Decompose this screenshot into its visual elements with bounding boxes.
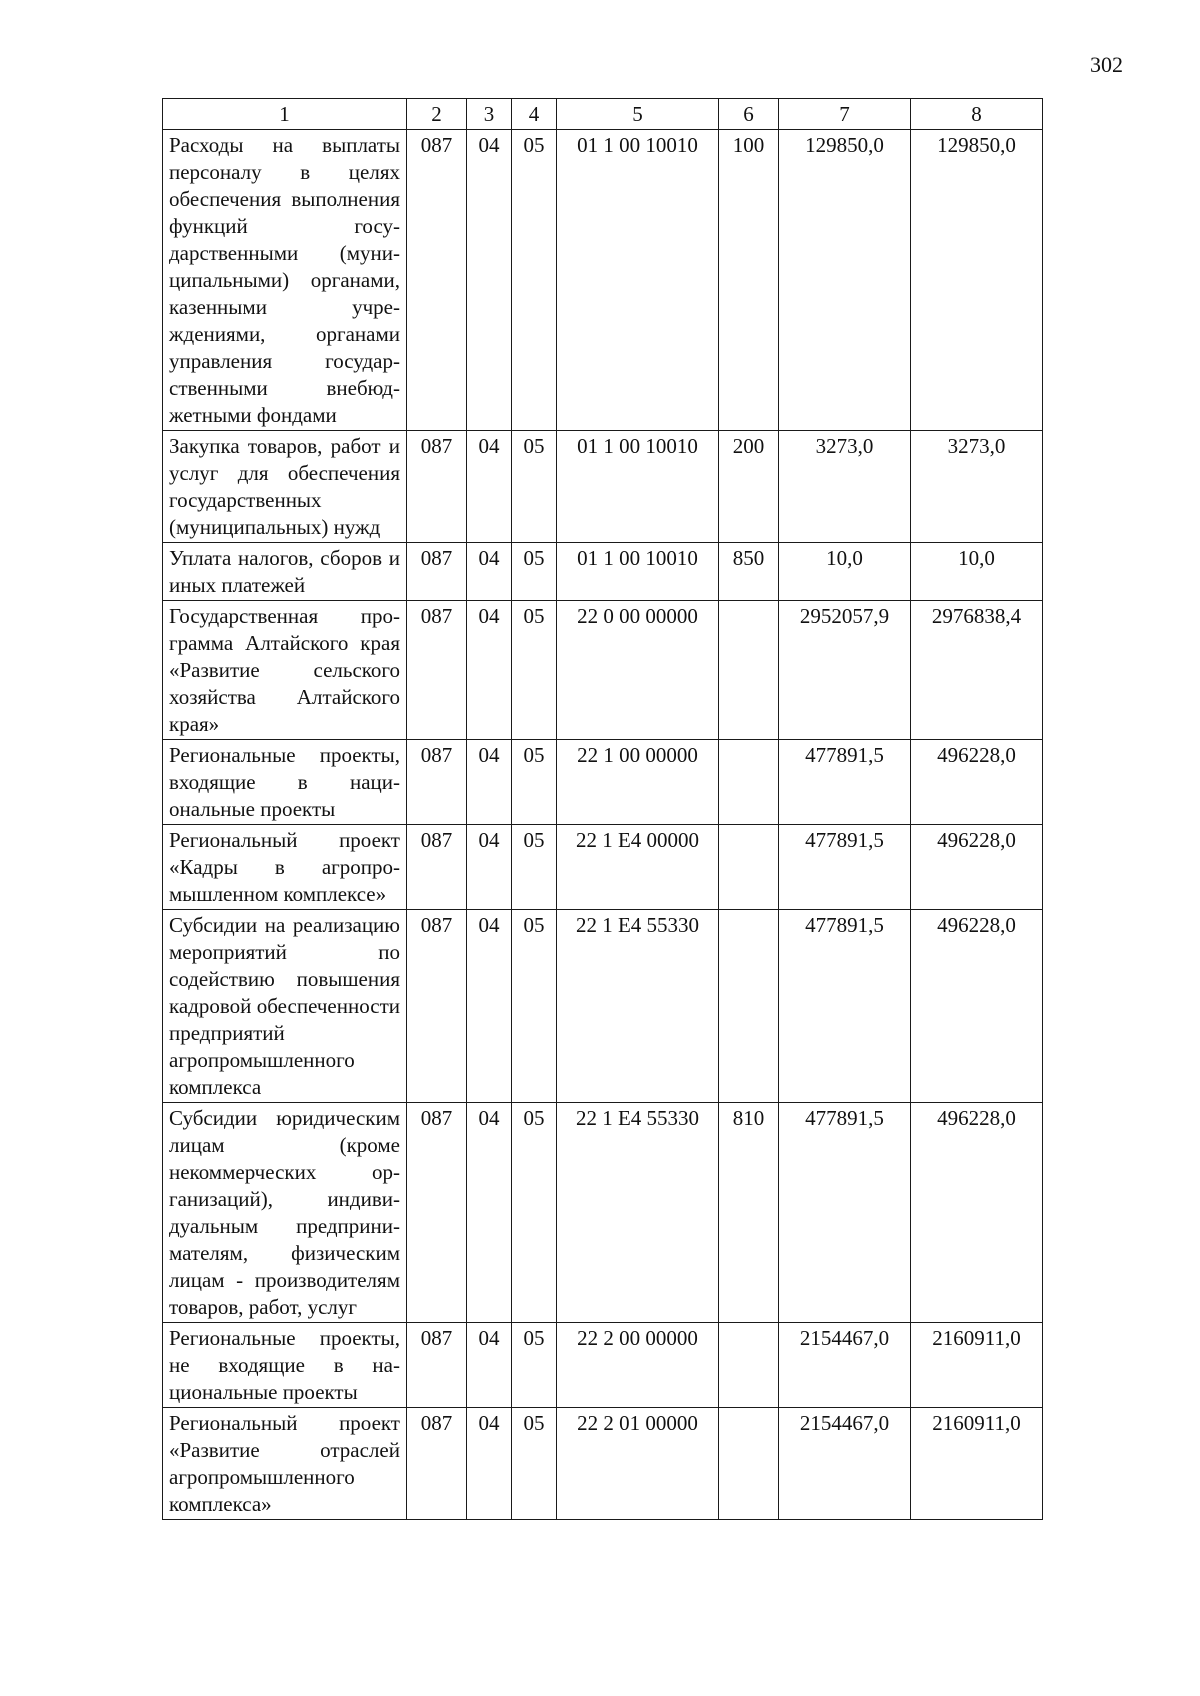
ministry-code: 087 — [407, 740, 467, 825]
subsection-code: 05 — [512, 910, 557, 1103]
amount-col-7: 477891,5 — [779, 740, 911, 825]
amount-col-7: 10,0 — [779, 543, 911, 601]
subsection-code: 05 — [512, 130, 557, 431]
header-cell-4: 4 — [512, 99, 557, 130]
ministry-code: 087 — [407, 1323, 467, 1408]
expense-type-code — [719, 1323, 779, 1408]
expense-type-code: 100 — [719, 130, 779, 431]
ministry-code: 087 — [407, 910, 467, 1103]
amount-col-8: 2160911,0 — [911, 1323, 1043, 1408]
subsection-code: 05 — [512, 740, 557, 825]
target-code: 01 1 00 10010 — [557, 130, 719, 431]
subsection-code: 05 — [512, 543, 557, 601]
section-code: 04 — [467, 130, 512, 431]
row-name: Региональный проект «Развитие отраслей агропромышленного комплекса» — [163, 1408, 407, 1520]
section-code: 04 — [467, 1323, 512, 1408]
ministry-code: 087 — [407, 431, 467, 543]
target-code: 22 2 01 00000 — [557, 1408, 719, 1520]
table-header — [163, 99, 1043, 130]
ministry-code: 087 — [407, 543, 467, 601]
amount-col-7: 477891,5 — [779, 825, 911, 910]
row-name: Субсидии юридическим лицам (кроме некоммерческих организаций), индивидуальным предпринимателям, физическим лицам - производителям товаров, работ, услуг — [163, 1103, 407, 1323]
header-cell-3: 3 — [467, 99, 512, 130]
table-row — [163, 825, 1043, 910]
amount-col-7: 2154467,0 — [779, 1408, 911, 1520]
table-row — [163, 1103, 1043, 1323]
header-row — [163, 99, 1043, 130]
table-row — [163, 543, 1043, 601]
row-name: Региональный проект «Кадры в агропромышленном комплексе» — [163, 825, 407, 910]
row-name: Закупка товаров, работ и услуг для обеспечения государственных (муниципальных) нужд — [163, 431, 407, 543]
amount-col-7: 477891,5 — [779, 910, 911, 1103]
amount-col-8: 2160911,0 — [911, 1408, 1043, 1520]
budget-table — [162, 98, 1043, 1520]
amount-col-8: 2976838,4 — [911, 601, 1043, 740]
target-code: 22 0 00 00000 — [557, 601, 719, 740]
table-row — [163, 431, 1043, 543]
amount-col-8: 496228,0 — [911, 825, 1043, 910]
amount-col-8: 129850,0 — [911, 130, 1043, 431]
header-cell-7: 7 — [779, 99, 911, 130]
ministry-code: 087 — [407, 1103, 467, 1323]
table-row — [163, 1323, 1043, 1408]
amount-col-8: 3273,0 — [911, 431, 1043, 543]
table-row — [163, 130, 1043, 431]
ministry-code: 087 — [407, 1408, 467, 1520]
amount-col-8: 10,0 — [911, 543, 1043, 601]
expense-type-code — [719, 1408, 779, 1520]
section-code: 04 — [467, 431, 512, 543]
row-name: Государственная программа Алтайского края «Развитие сельского хозяйства Алтайского края» — [163, 601, 407, 740]
row-name: Уплата налогов, сборов и иных платежей — [163, 543, 407, 601]
amount-col-8: 496228,0 — [911, 740, 1043, 825]
target-code: 01 1 00 10010 — [557, 543, 719, 601]
section-code: 04 — [467, 543, 512, 601]
header-cell-6: 6 — [719, 99, 779, 130]
page-number: 302 — [1090, 52, 1123, 77]
expense-type-code — [719, 601, 779, 740]
header-cell-5: 5 — [557, 99, 719, 130]
amount-col-7: 3273,0 — [779, 431, 911, 543]
ministry-code: 087 — [407, 825, 467, 910]
header-cell-1: 1 — [163, 99, 407, 130]
table-row — [163, 910, 1043, 1103]
target-code: 01 1 00 10010 — [557, 431, 719, 543]
target-code: 22 1 E4 55330 — [557, 910, 719, 1103]
subsection-code: 05 — [512, 825, 557, 910]
expense-type-code — [719, 825, 779, 910]
subsection-code: 05 — [512, 601, 557, 740]
amount-col-7: 2154467,0 — [779, 1323, 911, 1408]
subsection-code: 05 — [512, 1103, 557, 1323]
subsection-code: 05 — [512, 1408, 557, 1520]
target-code: 22 1 E4 00000 — [557, 825, 719, 910]
row-name: Субсидии на реализацию мероприятий по содействию повышения кадровой обеспеченности предприятий агропромышленного комплекса — [163, 910, 407, 1103]
amount-col-7: 477891,5 — [779, 1103, 911, 1323]
ministry-code: 087 — [407, 130, 467, 431]
amount-col-8: 496228,0 — [911, 1103, 1043, 1323]
section-code: 04 — [467, 1408, 512, 1520]
expense-type-code: 850 — [719, 543, 779, 601]
table-body — [163, 130, 1043, 1520]
table-row — [163, 601, 1043, 740]
section-code: 04 — [467, 825, 512, 910]
subsection-code: 05 — [512, 1323, 557, 1408]
expense-type-code: 200 — [719, 431, 779, 543]
target-code: 22 1 00 00000 — [557, 740, 719, 825]
section-code: 04 — [467, 910, 512, 1103]
row-name: Региональные проекты, входящие в национальные проекты — [163, 740, 407, 825]
header-cell-2: 2 — [407, 99, 467, 130]
target-code: 22 2 00 00000 — [557, 1323, 719, 1408]
table-row — [163, 1408, 1043, 1520]
row-name: Региональные проекты, не входящие в национальные проекты — [163, 1323, 407, 1408]
section-code: 04 — [467, 740, 512, 825]
amount-col-8: 496228,0 — [911, 910, 1043, 1103]
header-cell-8: 8 — [911, 99, 1043, 130]
subsection-code: 05 — [512, 431, 557, 543]
amount-col-7: 2952057,9 — [779, 601, 911, 740]
row-name: Расходы на выплаты персоналу в целях обеспечения выполнения функций государственными (муниципальными) органами, казенными учреждениями, органами управления государственными внебюджетными фондами — [163, 130, 407, 431]
section-code: 04 — [467, 601, 512, 740]
ministry-code: 087 — [407, 601, 467, 740]
amount-col-7: 129850,0 — [779, 130, 911, 431]
expense-type-code — [719, 740, 779, 825]
table-row — [163, 740, 1043, 825]
expense-type-code — [719, 910, 779, 1103]
target-code: 22 1 E4 55330 — [557, 1103, 719, 1323]
expense-type-code: 810 — [719, 1103, 779, 1323]
section-code: 04 — [467, 1103, 512, 1323]
